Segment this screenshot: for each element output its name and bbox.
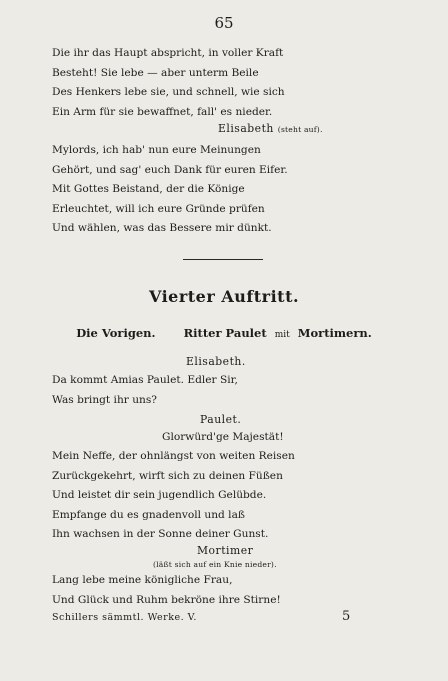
verse-line: Ihn wachsen in der Sonne deiner Gunst. [52,528,269,541]
verse-block-1 [52,44,285,122]
signature-mark: 5 [342,609,351,624]
verse-block-2 [52,141,288,239]
speaker-name: Elisabeth [218,122,274,135]
verse-line: Zurückgekehrt, wirft sich zu deinen Füßen [52,469,283,482]
stage-direction: (steht auf). [277,125,323,134]
speaker-elisabeth-2: Elisabeth. [186,355,246,368]
verse-line: Ein Arm für sie bewaffnet, fall' es nieder. [52,105,273,118]
cast-connector: mit [274,330,290,340]
verse-line: Mein Neffe, der ohnlängst von weiten Reisen [52,450,295,462]
speaker-mortimer: Mortimer [197,544,254,557]
cast-part-1: Die Vorigen. [76,326,156,340]
verse-line: Und Glück und Ruhm bekröne ihre Stirne! [52,593,281,606]
verse-line: Mit Gottes Beistand, der die Könige [52,183,245,196]
speaker-elisabeth [218,122,323,135]
verse-block-4 [52,447,295,545]
verse-line: Was bringt ihr uns? [52,393,157,406]
cast-part-2: Ritter Paulet [183,326,267,340]
verse-line: Die ihr das Haupt abspricht, in voller Kraft [52,47,284,59]
verse-block-5 [52,571,281,610]
verse-line: Und wählen, was das Bessere mir dünkt. [52,222,272,235]
stage-direction: (läßt sich auf ein Knie nieder). [153,560,277,569]
verse-line: Empfange du es gnadenvoll und laß [52,508,245,521]
verse-line: Gehört, und sag' euch Dank für euren Eifer. [52,163,288,176]
verse-line: Erleuchtet, will ich eure Gründe prüfen [52,202,265,215]
cast-line [0,326,448,340]
section-divider [183,259,263,260]
verse-line: Mylords, ich hab' nun eure Meinungen [52,144,261,156]
verse-line: Besteht! Sie lebe — aber unterm Beile [52,66,259,79]
verse-line: Und leistet dir sein jugendlich Gelübde. [52,489,267,502]
verse-block-3 [52,371,238,410]
speaker-paulet: Paulet. [200,413,242,426]
footer-note: Schillers sämmtl. Werke. V. [52,612,197,623]
page-number: 65 [214,14,234,32]
verse-line: Da kommt Amias Paulet. Edler Sir, [52,374,238,386]
verse-line: Des Henkers lebe sie, und schnell, wie sich [52,86,285,99]
scene-heading: Vierter Auftritt. [148,287,300,306]
verse-line: Lang lebe meine königliche Frau, [52,574,233,586]
verse-half-line: Glorwürd'ge Majestät! [162,431,284,443]
cast-part-3: Mortimern. [297,326,372,340]
